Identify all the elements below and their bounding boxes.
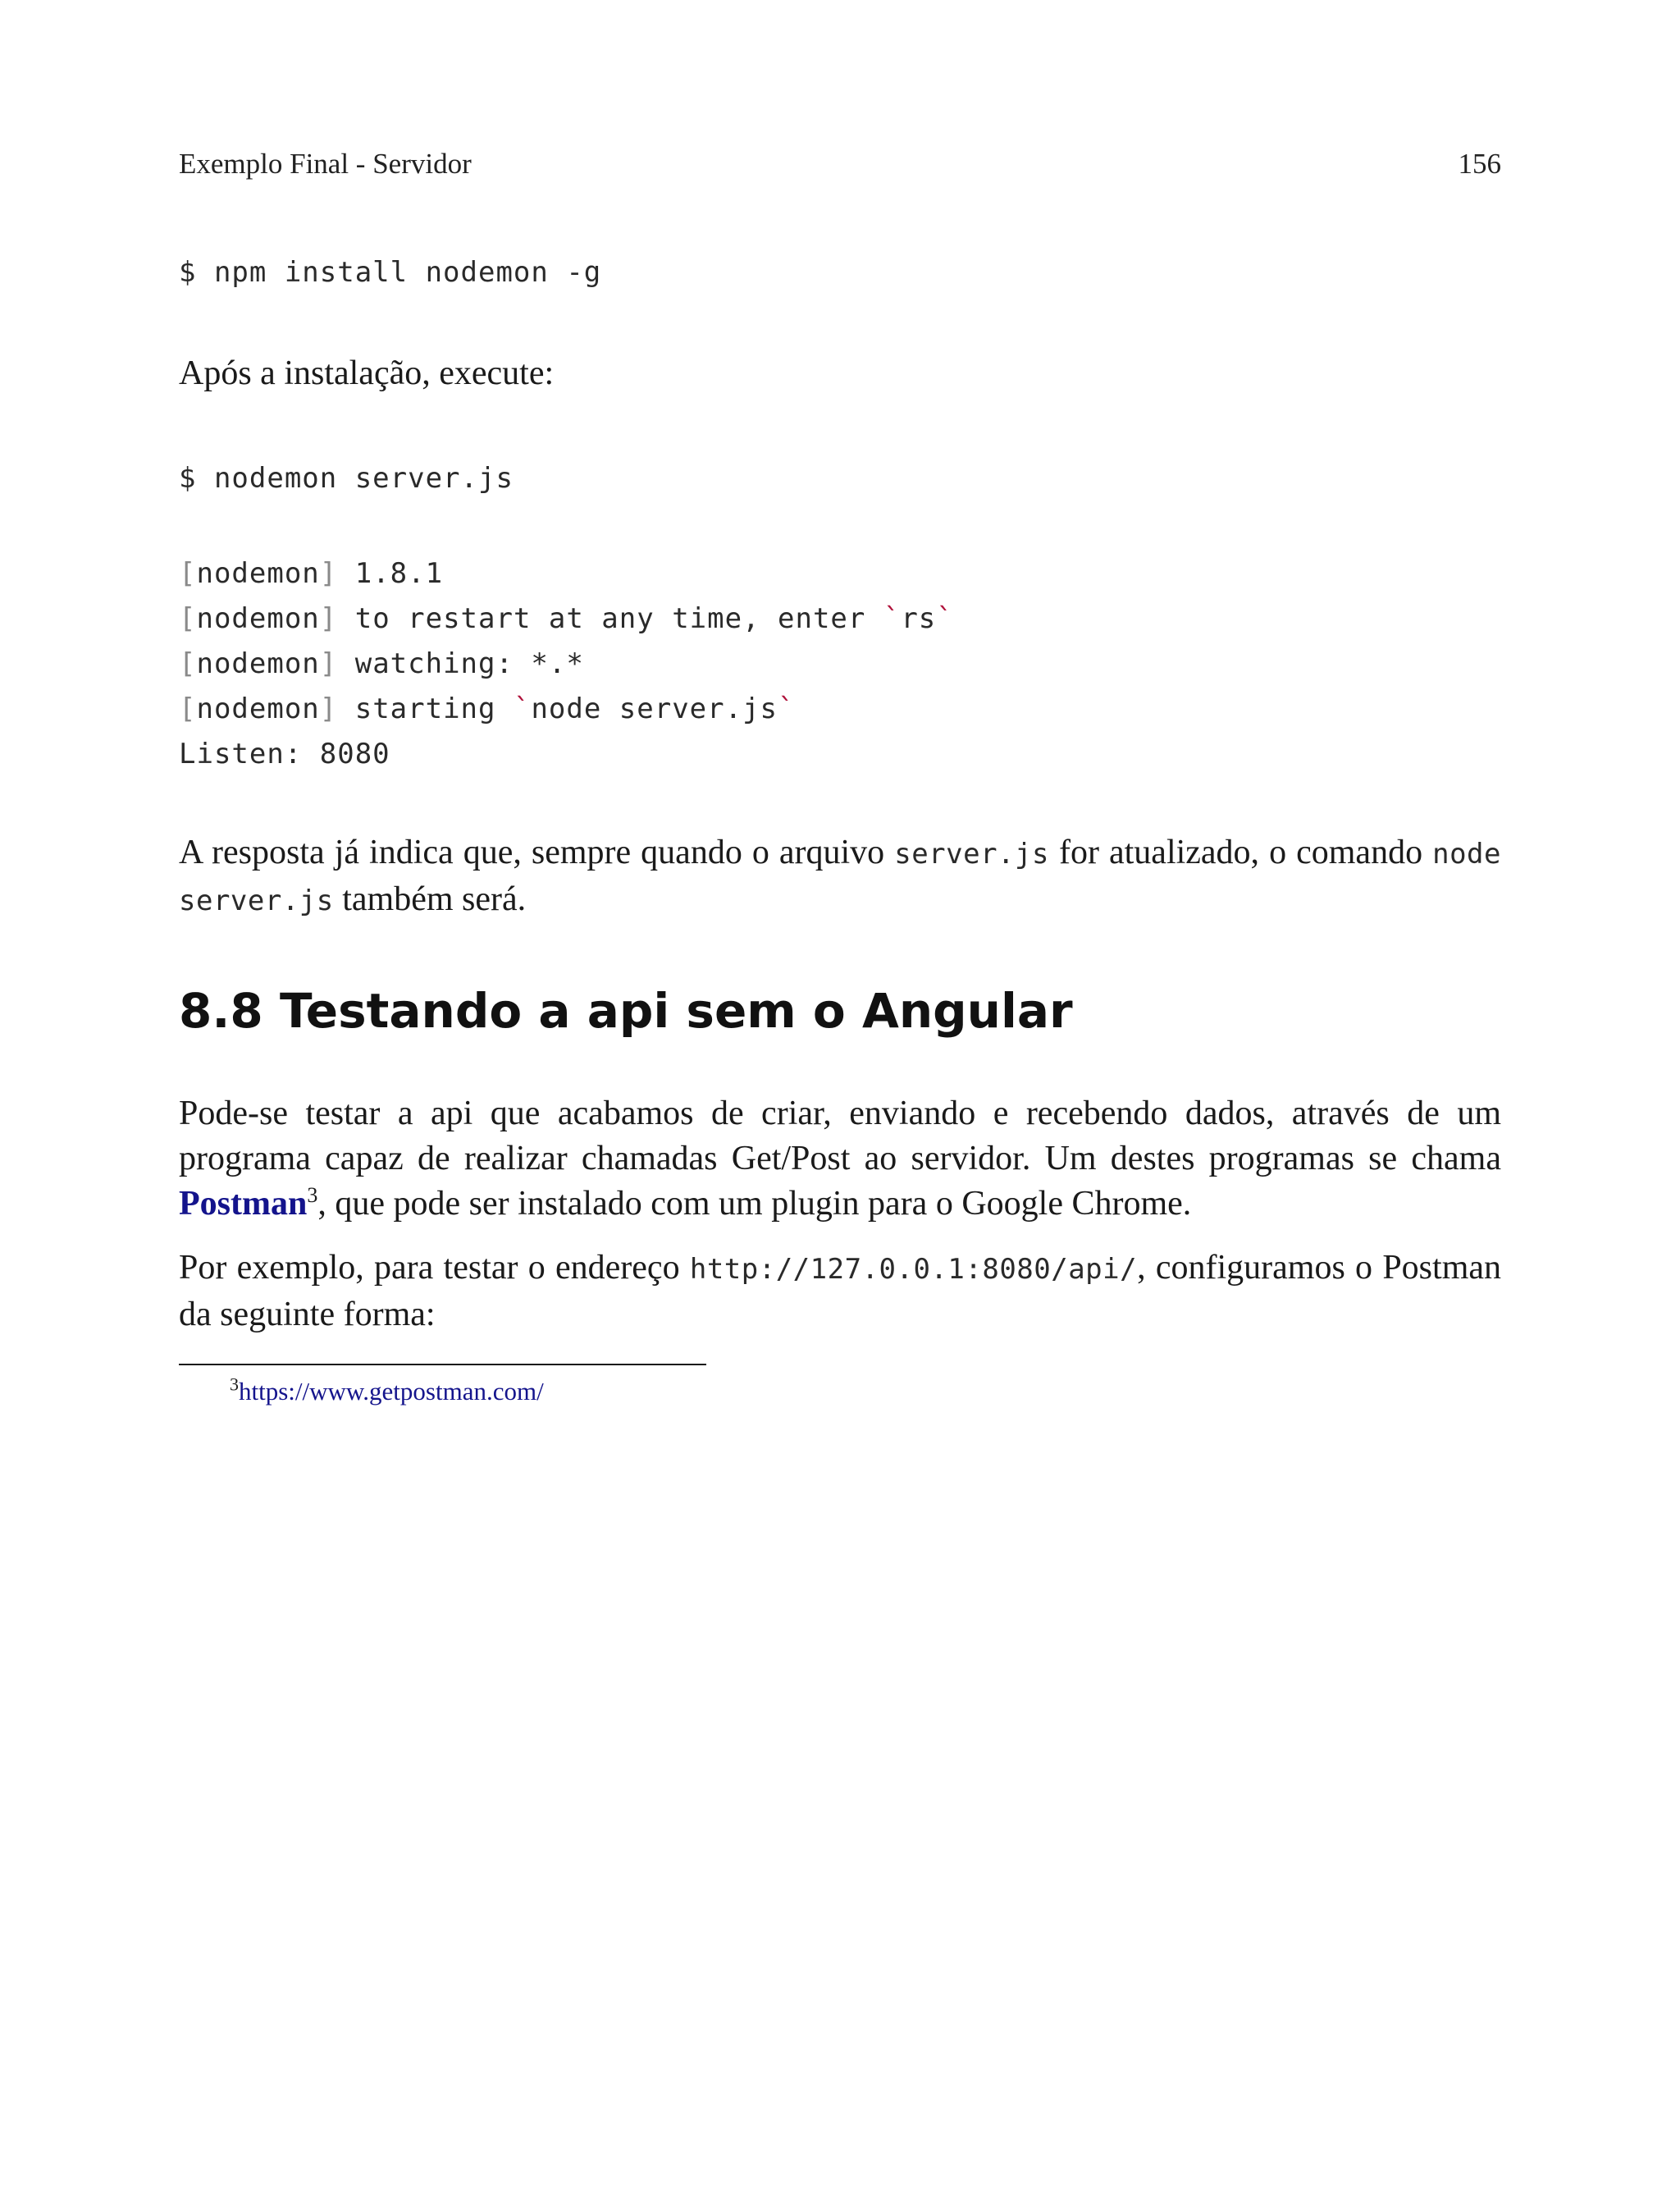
page-number: 156 [1458, 148, 1501, 180]
output-line-listen: Listen: 8080 [179, 738, 390, 770]
paragraph-response: A resposta já indica que, sempre quando o arquivo server.js for atualizado, o comando node server.js também será. [179, 834, 1501, 918]
inline-code: node server.js [179, 838, 1501, 917]
inline-code: server.js [894, 838, 1049, 871]
section-heading: 8.8 Testando a api sem o Angular [179, 983, 1073, 1039]
postman-link[interactable]: Postman [179, 1185, 308, 1223]
output-line: [nodemon] 1.8.1 [179, 557, 444, 590]
footnote-number: 3 [230, 1374, 239, 1395]
footnote-divider [179, 1364, 706, 1365]
running-header [179, 146, 1501, 182]
install-command: $ npm install nodemon -g [179, 256, 602, 289]
nodemon-output [179, 551, 954, 777]
paragraph-after-install: Após a instalação, execute: [179, 354, 555, 392]
paragraph-postman: Pode-se testar a api que acabamos de criar, enviando e recebendo dados, através de um programa capaz de realizar chamadas Get/Post ao servidor. Um destes programas se chama Postman$^3$, que pode ser instalado com um plugin para o Google Chrome. [179, 1095, 1501, 1223]
footnote-ref[interactable]: 3 [307, 1183, 318, 1207]
paragraph-example: Por exemplo, para testar o endereço http://127.0.0.1:8080/api/, configuramos o Postman da seguinte forma: [179, 1249, 1502, 1333]
inline-code-url: http://127.0.0.1:8080/api/ [689, 1253, 1138, 1286]
output-line: [nodemon] starting `node server.js` [179, 693, 796, 725]
output-line: [nodemon] watching: *.* [179, 647, 584, 680]
chapter-title: Exemplo Final - Servidor [179, 148, 472, 180]
footnote-link[interactable]: https://www.getpostman.com/ [239, 1377, 544, 1406]
footnote [230, 1375, 544, 1408]
run-command: $ nodemon server.js [179, 462, 514, 495]
output-line: [nodemon] to restart at any time, enter `rs` [179, 602, 954, 635]
